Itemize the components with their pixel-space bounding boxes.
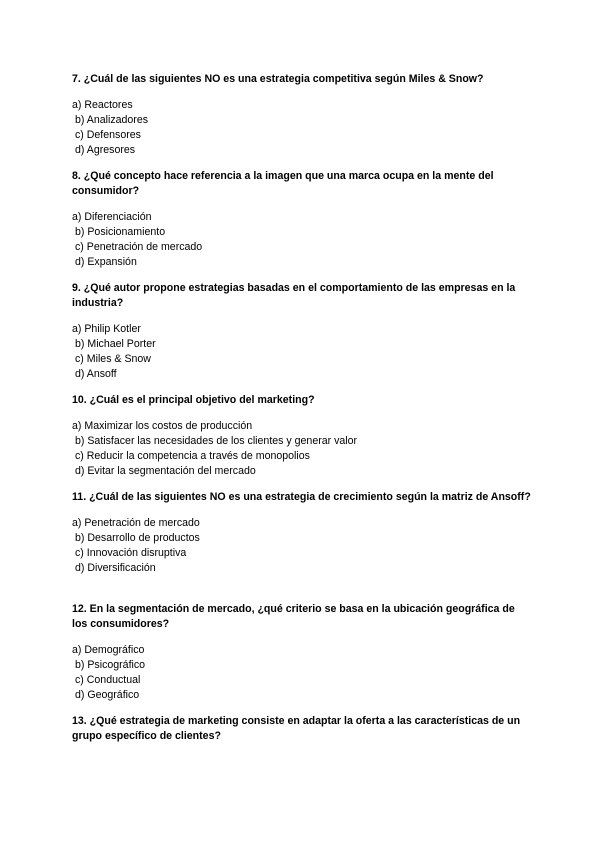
option-d: d) Diversificación xyxy=(75,562,156,574)
question-12 xyxy=(72,602,532,703)
question-9 xyxy=(72,281,532,382)
question-title: 10. ¿Cuál es el principal objetivo del marketing? xyxy=(72,394,315,406)
question-11 xyxy=(72,490,532,576)
option-d: d) Ansoff xyxy=(75,368,117,380)
option-c: c) Miles & Snow xyxy=(75,353,151,365)
answer-options xyxy=(72,98,532,158)
question-7 xyxy=(72,72,532,158)
option-b: b) Analizadores xyxy=(75,114,149,126)
answer-options xyxy=(72,322,532,382)
option-d: d) Agresores xyxy=(75,144,136,156)
option-c: c) Conductual xyxy=(75,674,141,686)
question-title: 13. ¿Qué estrategia de marketing consiste en adaptar la oferta a las características de un grupo específico de clientes? xyxy=(72,715,521,742)
option-c: c) Penetración de mercado xyxy=(75,241,203,253)
option-b: b) Posicionamiento xyxy=(75,226,166,238)
option-b: b) Michael Porter xyxy=(75,338,156,350)
answer-options xyxy=(72,419,532,479)
question-10 xyxy=(72,393,532,479)
option-a: a) Diferenciación xyxy=(72,211,152,223)
option-a: a) Penetración de mercado xyxy=(72,517,200,529)
option-d: d) Expansión xyxy=(75,256,137,268)
option-c: c) Defensores xyxy=(75,129,141,141)
option-c: c) Innovación disruptiva xyxy=(75,547,187,559)
answer-options xyxy=(72,643,532,703)
option-a: a) Philip Kotler xyxy=(72,323,141,335)
answer-options xyxy=(72,210,532,270)
question-title: 7. ¿Cuál de las siguientes NO es una estrategia competitiva según Miles & Snow? xyxy=(72,73,484,85)
option-b: b) Satisfacer las necesidades de los clientes y generar valor xyxy=(75,435,358,447)
option-a: a) Maximizar los costos de producción xyxy=(72,420,253,432)
option-d: d) Evitar la segmentación del mercado xyxy=(75,465,256,477)
option-d: d) Geográfico xyxy=(75,689,140,701)
option-a: a) Reactores xyxy=(72,99,133,111)
question-title: 9. ¿Qué autor propone estrategias basadas en el comportamiento de las empresas en la industria? xyxy=(72,282,516,309)
option-a: a) Demográfico xyxy=(72,644,145,656)
question-title: 12. En la segmentación de mercado, ¿qué criterio se basa en la ubicación geográfica de los consumidores? xyxy=(72,603,515,630)
answer-options xyxy=(72,516,532,576)
question-title: 8. ¿Qué concepto hace referencia a la imagen que una marca ocupa en la mente del consumidor? xyxy=(72,170,494,197)
question-8 xyxy=(72,169,532,270)
option-b: b) Psicográfico xyxy=(75,659,146,671)
question-13 xyxy=(72,714,532,744)
option-b: b) Desarrollo de productos xyxy=(75,532,200,544)
option-c: c) Reducir la competencia a través de monopolios xyxy=(75,450,310,462)
question-title: 11. ¿Cuál de las siguientes NO es una estrategia de crecimiento según la matriz de Ansoff? xyxy=(72,491,531,503)
